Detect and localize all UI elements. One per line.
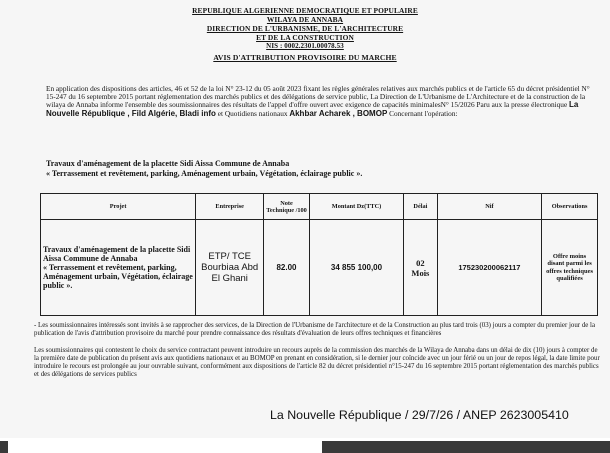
header-construction: ET DE LA CONSTRUCTION <box>256 33 354 42</box>
cell-observations: Offre moins disant parmi les offres techniques qualifiées <box>542 220 598 316</box>
header-nis: NIS : 0002.2301.00078.53 <box>266 42 344 50</box>
footer-paragraph-2: Les soumissionnaires qui contestent le choix du service contractant peuvent introduire un recours auprès de la commission des marchés de la Wilaya de Annaba dans un délai de dix (10) jours à compter de la première date de publication du présent avis aux quotidiens nationaux et au BOMOP en prenant en considération, si le dernier jour coïncide avec un jour férié ou un jour de repos légal, la date limite pour introduire le recours est prolongée au jour ouvrable suivant, conformément aux dispositions de l'article 82 du décret présidentiel n°15-247 du 16 septembre 2015 portant réglementation des marchés publics et des délégations de services publics <box>34 347 600 378</box>
projet-title: Travaux d'aménagement de la placette Sidi Aissa Commune de Annaba <box>43 245 191 263</box>
newspapers-list: La Nouvelle République , Fild Algérie, Bladi info <box>46 100 579 118</box>
col-montant: Montant Dz(TTC) <box>309 194 403 220</box>
col-entreprise: Entreprise <box>196 194 264 220</box>
notice-title: AVIS D'ATTRIBUTION PROVISOIRE DU MARCHE <box>213 53 397 62</box>
cell-montant: 34 855 100,00 <box>309 220 403 316</box>
scan-shadow-right <box>322 441 610 453</box>
intro-paragraph <box>46 85 598 118</box>
header-republic: REPUBLIQUE ALGERIENNE DEMOCRATIQUE ET POPULAIRE <box>192 6 418 15</box>
cell-note: 82.00 <box>264 220 310 316</box>
header-direction: DIRECTION DE L'URBANISME, DE L'ARCHITECTURE <box>206 24 404 33</box>
operation-lot: « Terrassement et revêtement, parking, Aménagement urbain, Végétation, éclairage public ». <box>46 169 363 178</box>
publication-signature: La Nouvelle République / 29/7/26 / ANEP 2623005410 <box>270 408 569 422</box>
col-delai: Délai <box>404 194 437 220</box>
scan-shadow-left <box>0 441 8 453</box>
cell-projet <box>41 220 196 316</box>
footer-paragraph-1: - Les soumissionnaires intéressés sont invités à se rapprocher des services, de la Direction de l'Urbanisme de l'architecture et de la Construction au plus tard trois (03) jours a compter du premier jour de la publication de l'avis d'attribution provisoire du marché pour prendre connaissance des résultats d'évaluation de leurs offres techniques et financières <box>34 322 596 337</box>
intro-text: En application des dispositions des articles, 46 et 52 de la loi N° 23-12 du 05 août 2023 fixant les règles générales relatives aux marchés publics et de l'article 65 du décret présidentiel N° 15-247 du 16 septembre 2015 portant réglementation des marchés publics et des délégations de service public, La Direction de L'Urbanisme de L'Architecture et de la construction de la wilaya de Annaba informe l'ensemble des soumissionnaires des résultats de l'appel d'offre ouvert avec exigence de capacités minimalesN° 15/2026 Paru aux la presse électronique <box>46 84 590 110</box>
col-nif: Nif <box>437 194 542 220</box>
table-header-row <box>41 194 598 220</box>
col-note: Note Technique /100 <box>264 194 310 220</box>
table-row <box>41 220 598 316</box>
operation-title: Travaux d'aménagement de la placette Sidi Aissa Commune de Annaba <box>46 159 290 168</box>
attribution-table <box>40 193 598 316</box>
projet-lot: « Terrassement et revêtement, parking, Aménagement urbain, Végétation, éclairage public ». <box>43 263 193 290</box>
akhbar-text: Akhbar Acharek , BOMOP <box>289 108 388 118</box>
header-wilaya: WILAYA DE ANNABA <box>266 15 344 24</box>
col-observations: Observations <box>542 194 598 220</box>
cell-nif: 175230200062117 <box>437 220 542 316</box>
concernant-text: Concernant l'opération: <box>389 108 458 118</box>
quotidiens-text: et Quotidiens nationaux <box>217 108 288 118</box>
cell-delai: 02 Mois <box>404 220 437 316</box>
col-projet: Projet <box>41 194 196 220</box>
cell-entreprise: ETP/ TCE Bourbiaa Abd El Ghani <box>196 220 264 316</box>
